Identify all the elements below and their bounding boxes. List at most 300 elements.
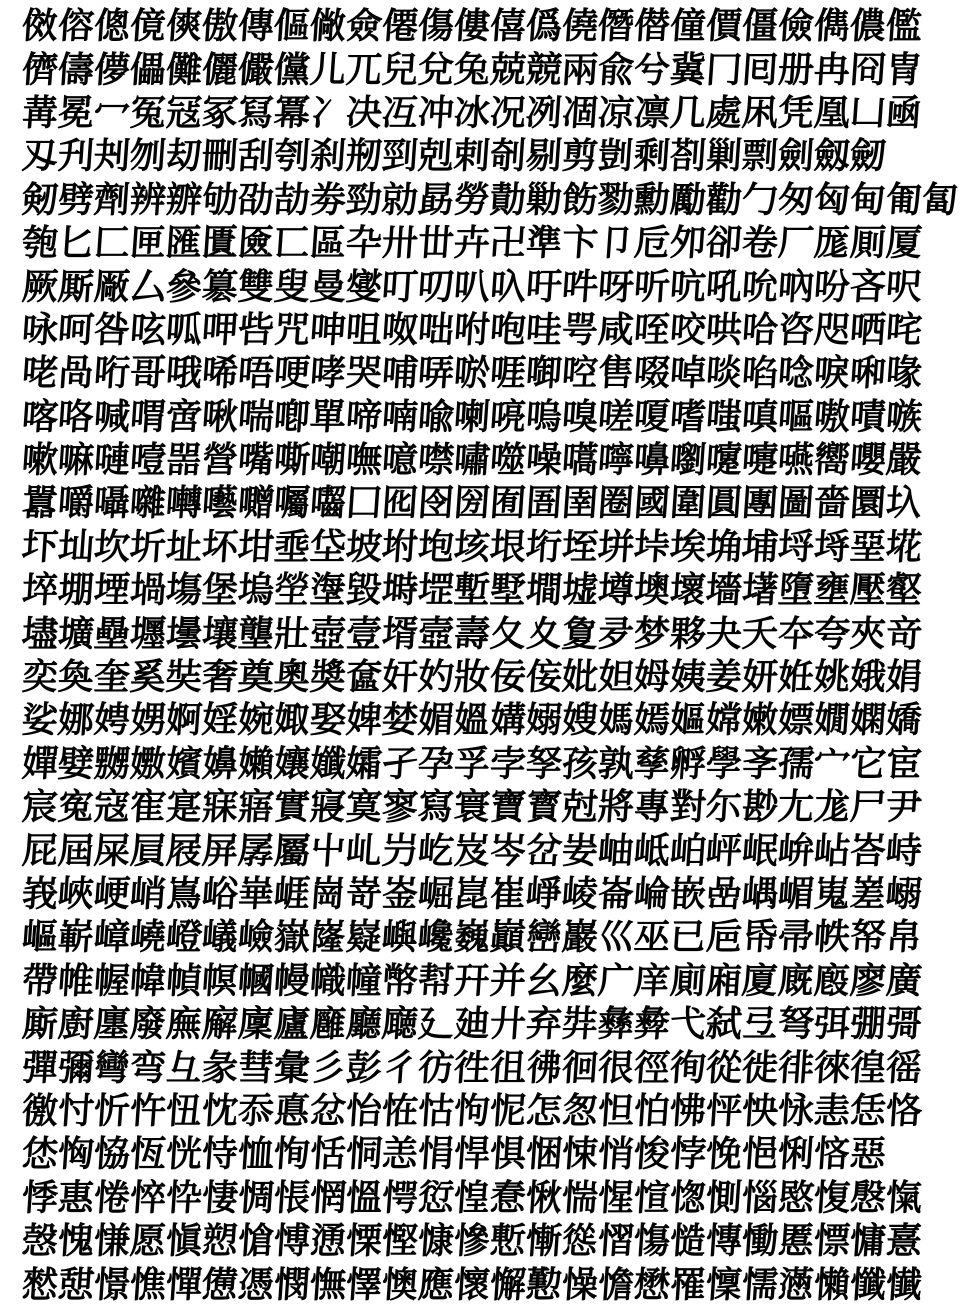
glyph: 娶 (308, 698, 348, 741)
glyph: 悚 (560, 1132, 600, 1175)
glyph: 悴 (128, 1176, 168, 1219)
glyph: 兮 (632, 48, 672, 91)
glyph: 哘 (92, 351, 132, 394)
glyph: 儉 (776, 4, 816, 47)
glyph-row (20, 1089, 924, 1132)
glyph: 傲 (200, 4, 240, 47)
glyph: 婪 (380, 698, 420, 741)
glyph: 圷 (20, 525, 60, 568)
glyph: 咆 (488, 308, 528, 351)
glyph: 冑 (884, 48, 924, 91)
glyph: 嗤 (704, 395, 744, 438)
glyph: 厰 (92, 265, 132, 308)
glyph: 唸 (776, 351, 816, 394)
glyph: 弑 (704, 1002, 744, 1045)
glyph: 愎 (812, 1176, 852, 1219)
glyph: 崙 (596, 872, 636, 915)
glyph: 弖 (740, 1002, 780, 1045)
glyph: 奠 (236, 655, 276, 698)
glyph: 佞 (488, 655, 528, 698)
glyph: 岻 (632, 829, 672, 872)
glyph: 屬 (272, 829, 312, 872)
glyph: 傴 (272, 4, 312, 47)
glyph: 巓 (488, 915, 528, 958)
glyph: 吶 (776, 265, 816, 308)
glyph: 徠 (812, 1046, 852, 1089)
glyph: 憖 (20, 1263, 60, 1306)
glyph: 侫 (524, 655, 564, 698)
glyph: 囗 (344, 481, 384, 524)
glyph: 囮 (380, 481, 420, 524)
glyph: 悁 (416, 1132, 456, 1175)
glyph: 悸 (20, 1176, 60, 1219)
glyph: 悳 (272, 1089, 312, 1132)
glyph: 徂 (488, 1046, 528, 1089)
glyph: 儻 (272, 48, 312, 91)
glyph: 儼 (236, 48, 276, 91)
glyph: 儚 (92, 48, 132, 91)
glyph: 哈 (740, 308, 780, 351)
glyph: 喙 (884, 351, 924, 394)
glyph: 彜 (632, 1002, 672, 1045)
glyph: 凩 (740, 91, 780, 134)
glyph: 憔 (128, 1263, 168, 1306)
glyph: 飭 (560, 178, 600, 221)
glyph: 愨 (20, 1219, 60, 1262)
glyph: 婢 (344, 698, 384, 741)
glyph: 帛 (884, 915, 924, 958)
glyph: 刋 (56, 134, 96, 177)
glyph: 嘸 (344, 438, 384, 481)
glyph: 峽 (56, 872, 96, 915)
glyph: 奩 (344, 655, 384, 698)
glyph: 懆 (560, 1263, 600, 1306)
glyph-row (20, 438, 924, 481)
glyph: 嗷 (812, 395, 852, 438)
glyph: 孀 (344, 742, 384, 785)
glyph: 幃 (128, 959, 168, 1002)
glyph-row (20, 134, 888, 177)
glyph: 娥 (848, 655, 888, 698)
glyph: 徨 (848, 1046, 888, 1089)
glyph: 勸 (704, 178, 744, 221)
glyph: 圀 (452, 481, 492, 524)
glyph: 嵶 (884, 872, 924, 915)
glyph: 塋 (272, 568, 312, 611)
glyph: 燮 (344, 265, 384, 308)
glyph: 奧 (272, 655, 312, 698)
glyph: 憬 (92, 1263, 132, 1306)
glyph: 徊 (560, 1046, 600, 1089)
glyph: 匳 (236, 221, 276, 264)
glyph: 嶼 (380, 915, 420, 958)
glyph: 吮 (740, 265, 780, 308)
glyph: 幔 (272, 959, 312, 1002)
glyph: 冢 (200, 91, 240, 134)
glyph: 壙 (56, 612, 96, 655)
glyph: 壟 (236, 612, 276, 655)
glyph: 址 (164, 525, 204, 568)
glyph: 幗 (236, 959, 276, 1002)
glyph: 幀 (164, 959, 204, 1002)
glyph: 嗹 (92, 438, 132, 481)
glyph: 咸 (596, 308, 636, 351)
glyph: 忰 (164, 1176, 204, 1219)
glyph: 叭 (452, 265, 492, 308)
glyph: 壥 (128, 612, 168, 655)
glyph: 圉 (560, 481, 600, 524)
glyph: 姜 (704, 655, 744, 698)
glyph: 悗 (704, 1132, 744, 1175)
glyph: 很 (596, 1046, 636, 1089)
glyph: 唹 (452, 351, 492, 394)
glyph: 剴 (596, 134, 636, 177)
glyph: 愃 (632, 1176, 672, 1219)
glyph: 册 (776, 48, 816, 91)
glyph: 崚 (560, 872, 600, 915)
glyph-row (20, 1132, 888, 1175)
glyph: 峙 (884, 829, 924, 872)
glyph: 堊 (848, 525, 888, 568)
glyph: 埆 (704, 525, 744, 568)
glyph: 處 (704, 91, 744, 134)
glyph: 寰 (452, 785, 492, 828)
glyph: 壅 (812, 568, 852, 611)
glyph: 慇 (848, 1176, 888, 1219)
glyph: 僥 (560, 4, 600, 47)
glyph: 厥 (20, 265, 60, 308)
glyph: 帑 (848, 915, 888, 958)
glyph: 呵 (56, 308, 96, 351)
glyph: 孛 (488, 742, 528, 785)
glyph: 徘 (776, 1046, 816, 1089)
glyph: 冪 (272, 91, 312, 134)
glyph: 峇 (848, 829, 888, 872)
glyph: 應 (416, 1263, 456, 1306)
glyph: 勣 (488, 178, 528, 221)
glyph: 夐 (560, 612, 600, 655)
glyph: 徙 (740, 1046, 780, 1089)
glyph: 姆 (632, 655, 672, 698)
glyph: 冀 (668, 48, 708, 91)
glyph: 峺 (92, 872, 132, 915)
glyph: 恍 (164, 1132, 204, 1175)
glyph: 嘖 (848, 395, 888, 438)
glyph: 卻 (704, 221, 744, 264)
glyph: 徑 (632, 1046, 672, 1089)
glyph: 巍 (452, 915, 492, 958)
glyph: 孺 (776, 742, 816, 785)
glyph: 喊 (92, 395, 132, 438)
glyph-row (20, 568, 924, 611)
glyph: 妁 (416, 655, 456, 698)
glyph: 忻 (92, 1089, 132, 1132)
glyph: 嵳 (848, 872, 888, 915)
glyph: 奘 (164, 655, 204, 698)
glyph: 墅 (488, 568, 528, 611)
glyph: 壘 (92, 612, 132, 655)
glyph: 勞 (452, 178, 492, 221)
glyph: 寳 (524, 785, 564, 828)
glyph: 惴 (560, 1176, 600, 1219)
glyph: 愡 (668, 1176, 708, 1219)
glyph: 壻 (380, 612, 420, 655)
glyph: 哭 (344, 351, 384, 394)
glyph: 匸 (272, 221, 312, 264)
glyph: 悵 (272, 1176, 312, 1219)
glyph: 勁 (344, 178, 384, 221)
glyph: 呟 (128, 308, 168, 351)
glyph: 凛 (632, 91, 672, 134)
glyph: 喨 (488, 395, 528, 438)
glyph: 冫 (308, 91, 348, 134)
glyph: 弉 (560, 1002, 600, 1045)
glyph: 崋 (236, 872, 276, 915)
glyph: 卍 (488, 221, 528, 264)
glyph: 愕 (380, 1176, 420, 1219)
glyph: 寤 (236, 785, 276, 828)
glyph: 寢 (308, 785, 348, 828)
glyph: 卅 (380, 221, 420, 264)
glyph: 忿 (308, 1089, 348, 1132)
glyph: 埔 (740, 525, 780, 568)
glyph: 啻 (164, 395, 204, 438)
glyph: 咯 (56, 395, 96, 438)
glyph: 坡 (344, 525, 384, 568)
glyph: 媽 (596, 698, 636, 741)
glyph: 况 (488, 91, 528, 134)
glyph: 嵜 (344, 872, 384, 915)
glyph: 凾 (884, 91, 924, 134)
glyph-row (20, 1176, 924, 1219)
glyph: 屶 (380, 829, 420, 872)
glyph: 啼 (344, 395, 384, 438)
glyph: 參 (164, 265, 204, 308)
glyph: 廴 (416, 1002, 456, 1045)
glyph: 娉 (92, 698, 132, 741)
glyph-row (20, 1262, 924, 1306)
glyph: 嚆 (560, 438, 600, 481)
glyph: 剞 (488, 134, 528, 177)
glyph: 恁 (848, 1089, 888, 1132)
glyph: 冩 (236, 91, 276, 134)
glyph-row (20, 742, 924, 785)
glyph: 競 (524, 48, 564, 91)
glyph: 咢 (560, 308, 600, 351)
glyph: 彝 (596, 1002, 636, 1045)
glyph: 嶇 (20, 915, 60, 958)
glyph: 婉 (236, 698, 276, 741)
glyph: 屆 (56, 829, 96, 872)
glyph: 奎 (92, 655, 132, 698)
glyph: 孵 (668, 742, 708, 785)
glyph: 壗 (20, 612, 60, 655)
glyph: 嚊 (632, 438, 672, 481)
glyph: 啜 (632, 351, 672, 394)
glyph: 帙 (812, 915, 852, 958)
glyph: 僮 (668, 4, 708, 47)
glyph: 憑 (236, 1263, 276, 1306)
glyph: 垰 (632, 525, 672, 568)
glyph: 恟 (56, 1132, 96, 1175)
glyph: 它 (848, 742, 888, 785)
glyph: 愾 (884, 1176, 924, 1219)
glyph: 喃 (380, 395, 420, 438)
glyph: 寫 (416, 785, 456, 828)
glyph: 圖 (776, 481, 816, 524)
glyph: 垤 (560, 525, 600, 568)
glyph: 嗚 (524, 395, 564, 438)
glyph: 憺 (596, 1263, 636, 1306)
glyph: 吩 (812, 265, 852, 308)
glyph: 夲 (776, 612, 816, 655)
glyph: 惻 (704, 1176, 744, 1219)
glyph: 囈 (200, 481, 240, 524)
glyph: 囓 (308, 481, 348, 524)
glyph: 呀 (596, 265, 636, 308)
glyph: 堋 (56, 568, 96, 611)
glyph: 勦 (524, 178, 564, 221)
glyph-row (20, 91, 924, 134)
glyph: 營 (200, 438, 240, 481)
glyph: 圻 (128, 525, 168, 568)
glyph: 唳 (812, 351, 852, 394)
glyph: 慴 (596, 1219, 636, 1262)
glyph: 啾 (200, 395, 240, 438)
glyph-row (20, 4, 924, 47)
glyph: 彑 (164, 1046, 204, 1089)
glyph: 恂 (272, 1132, 312, 1175)
glyph: 圈 (596, 481, 636, 524)
glyph: 剔 (524, 134, 564, 177)
glyph: 卩 (596, 221, 636, 264)
glyph: 寔 (164, 785, 204, 828)
glyph: 噫 (380, 438, 420, 481)
glyph: 壼 (416, 612, 456, 655)
glyph: 匈 (812, 178, 852, 221)
glyph: 吁 (524, 265, 564, 308)
glyph: 奚 (128, 655, 168, 698)
glyph: 壞 (668, 568, 708, 611)
glyph: 冓 (20, 91, 60, 134)
glyph: 叟 (272, 265, 312, 308)
glyph: 嶄 (56, 915, 96, 958)
glyph-row (20, 611, 924, 655)
glyph: 嚠 (668, 438, 708, 481)
glyph: 兀 (344, 48, 384, 91)
glyph: 壹 (344, 612, 384, 655)
glyph: 慍 (344, 1176, 384, 1219)
glyph: 僘 (308, 4, 348, 47)
glyph: 徃 (452, 1046, 492, 1089)
glyph: 圦 (884, 481, 924, 524)
glyph: 恆 (128, 1132, 168, 1175)
glyph: 岷 (740, 829, 780, 872)
glyph: 愴 (236, 1219, 276, 1262)
glyph: 儷 (200, 48, 240, 91)
glyph: 忸 (164, 1089, 204, 1132)
glyph: 雙 (236, 265, 276, 308)
glyph: 喞 (272, 395, 312, 438)
glyph: 慙 (488, 1219, 528, 1262)
glyph: 專 (632, 785, 672, 828)
glyph: 懣 (776, 1263, 816, 1306)
glyph: 惧 (488, 1132, 528, 1175)
glyph-row (20, 655, 924, 698)
glyph: 噎 (128, 438, 168, 481)
glyph: 咐 (452, 308, 492, 351)
glyph: 噐 (164, 438, 204, 481)
glyph: 弋 (668, 1002, 708, 1045)
glyph: 囀 (164, 481, 204, 524)
glyph: 怡 (344, 1089, 384, 1132)
glyph: 囘 (740, 48, 780, 91)
glyph: 勗 (416, 178, 456, 221)
glyph: 孱 (236, 829, 276, 872)
glyph: 壺 (308, 612, 348, 655)
glyph: 屎 (92, 829, 132, 872)
glyph: 圓 (704, 481, 744, 524)
glyph: 嫐 (128, 742, 168, 785)
glyph: 悋 (812, 1132, 852, 1175)
glyph: 彿 (524, 1046, 564, 1089)
glyph: 懃 (524, 1263, 564, 1306)
glyph: 啗 (740, 351, 780, 394)
glyph: 婬 (200, 698, 240, 741)
glyph: 孳 (632, 742, 672, 785)
glyph: 媚 (416, 698, 456, 741)
glyph: 屁 (20, 829, 60, 872)
glyph: 喘 (236, 395, 276, 438)
glyph: 吭 (668, 265, 708, 308)
glyph: 團 (740, 481, 780, 524)
glyph: 兒 (380, 48, 420, 91)
glyph: 崗 (308, 872, 348, 915)
glyph: 宀 (812, 742, 852, 785)
glyph: 孕 (416, 742, 456, 785)
glyph: 峩 (20, 872, 60, 915)
glyph: 劍 (776, 134, 816, 177)
glyph: 岫 (596, 829, 636, 872)
glyph: 圜 (848, 481, 888, 524)
glyph: 呻 (308, 308, 348, 351)
glyph: 勵 (668, 178, 708, 221)
glyph: 儁 (812, 4, 852, 47)
glyph: 垪 (596, 525, 636, 568)
glyph-row (20, 525, 924, 568)
glyph: 怫 (668, 1089, 708, 1132)
glyph: 嚀 (596, 438, 636, 481)
glyph: 傷 (416, 4, 456, 47)
glyph: 峅 (776, 829, 816, 872)
glyph: 劒 (848, 134, 888, 177)
glyph: 冦 (164, 91, 204, 134)
glyph: 嬖 (56, 742, 96, 785)
glyph: 呶 (380, 308, 420, 351)
glyph: 厖 (812, 221, 852, 264)
glyph: 喩 (416, 395, 456, 438)
glyph: 僊 (380, 4, 420, 47)
glyph: 妝 (452, 655, 492, 698)
glyph: 簒 (200, 265, 240, 308)
glyph: 恃 (200, 1132, 240, 1175)
glyph: 嫂 (560, 698, 600, 741)
glyph: 咤 (884, 308, 924, 351)
glyph: 惡 (848, 1132, 888, 1175)
glyph: 勳 (632, 178, 672, 221)
glyph: 卮 (632, 221, 672, 264)
glyph: 恪 (884, 1089, 924, 1132)
